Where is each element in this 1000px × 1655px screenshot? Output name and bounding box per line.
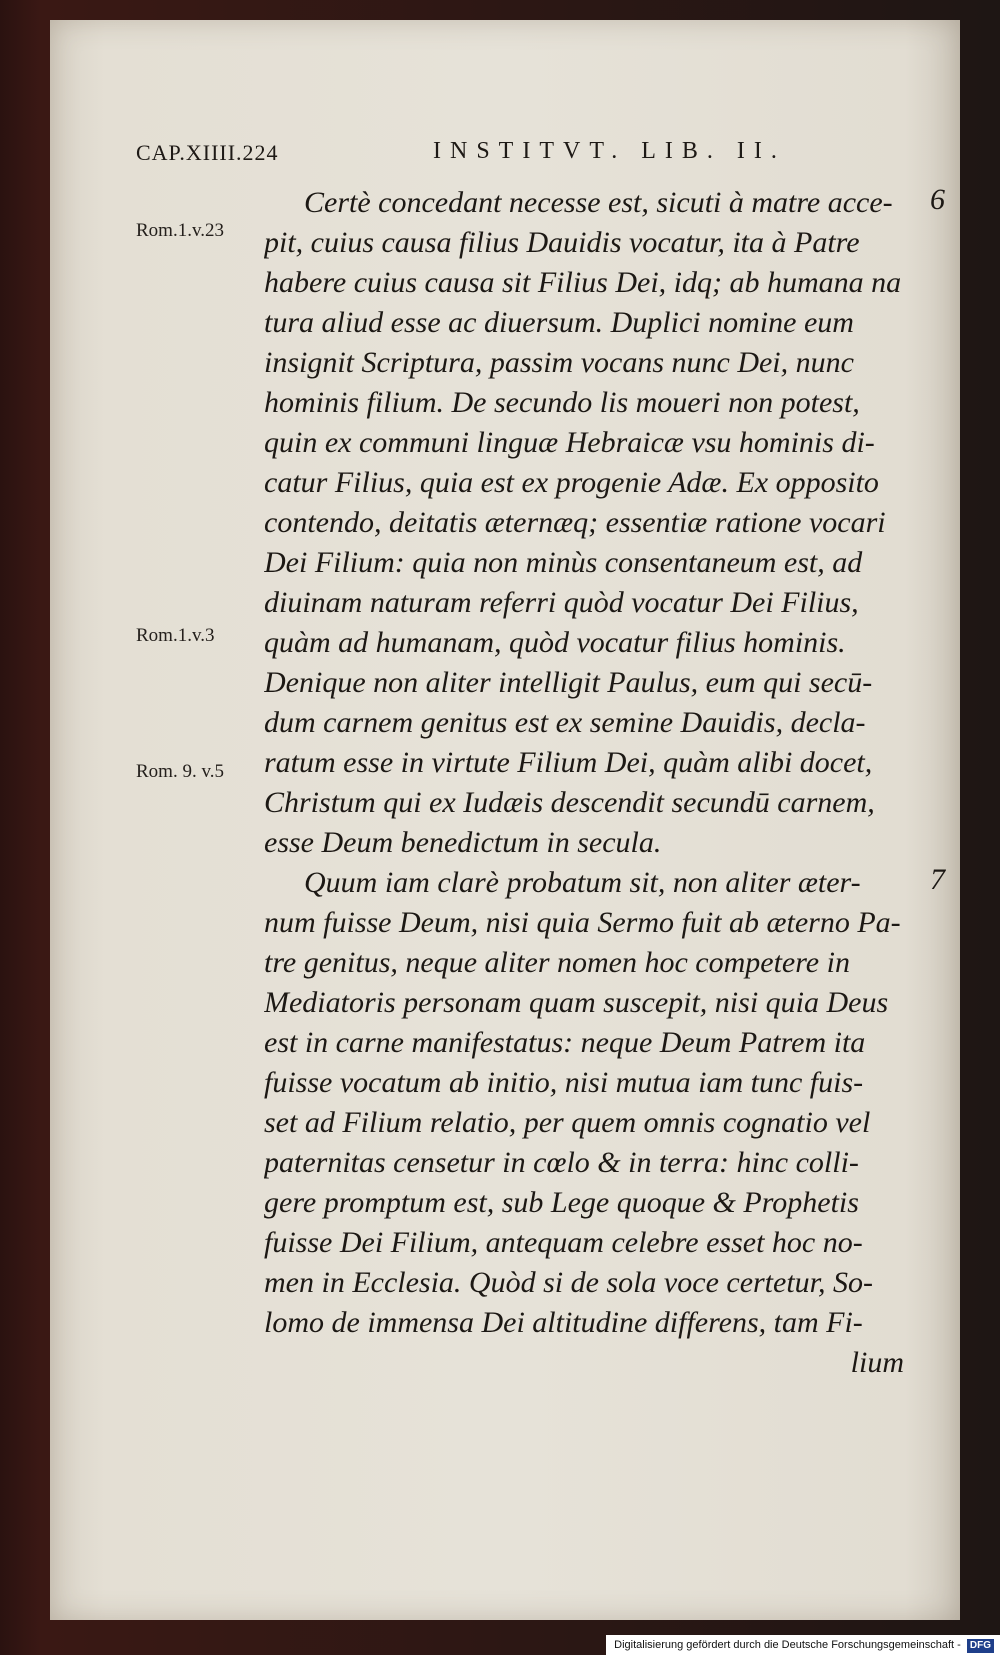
- main-text-block: [264, 183, 904, 1383]
- book-title-header: INSTITVT. LIB. II.: [433, 138, 786, 164]
- catchword: lium: [850, 1346, 904, 1379]
- text-line: tre genitus, neque aliter nomen hoc competere in: [264, 946, 850, 979]
- text-line: Christum qui ex Iudæis descendit secundū carnem,: [264, 786, 875, 819]
- text-line: gere promptum est, sub Lege quoque & Prophetis: [264, 1186, 859, 1219]
- text-line: paternitas censetur in cœlo & in terra: hinc colli-: [264, 1146, 859, 1179]
- margin-note: Rom.1.v.23: [136, 220, 224, 241]
- text-line: ratum esse in virtute Filium Dei, quàm alibi docet,: [264, 746, 873, 779]
- text-line: habere cuius causa sit Filius Dei, idq; ab humana na: [264, 266, 902, 299]
- text-line: fuisse vocatum ab initio, nisi mutua iam tunc fuis-: [264, 1066, 864, 1099]
- dfg-logo: DFG: [967, 1639, 994, 1653]
- text-line: dum carnem genitus est ex semine Dauidis, decla-: [264, 706, 866, 739]
- text-line: est in carne manifestatus: neque Deum Patrem ita: [264, 1026, 866, 1059]
- text-line: hominis filium. De secundo lis moueri non potest,: [264, 386, 860, 419]
- text-line: men in Ecclesia. Quòd si de sola voce certetur, So-: [264, 1266, 874, 1299]
- text-line: Certè concedant necesse est, sicuti à matre acce-: [304, 186, 893, 219]
- text-line: catur Filius, quia est ex progenie Adæ. Ex opposito: [264, 466, 879, 499]
- book-page: [50, 20, 960, 1620]
- text-line: num fuisse Deum, nisi quia Sermo fuit ab æterno Pa-: [264, 906, 901, 939]
- paragraph-marker: 6: [930, 183, 945, 216]
- margin-note: Rom.1.v.3: [136, 625, 215, 646]
- text-line: diuinam naturam referri quòd vocatur Dei Filius,: [264, 586, 859, 619]
- text-line: set ad Filium relatio, per quem omnis cognatio vel: [264, 1106, 871, 1139]
- text-line: contendo, deitatis æternæq; essentiæ ratione vocari: [264, 506, 886, 539]
- text-line: lomo de immensa Dei altitudine differens, tam Fi-: [264, 1306, 863, 1339]
- paragraph-marker: 7: [930, 863, 945, 896]
- text-line: quàm ad humanam, quòd vocatur filius hominis.: [264, 626, 846, 659]
- text-line: Quum iam clarè probatum sit, non aliter æter-: [304, 866, 861, 899]
- text-line: fuisse Dei Filium, antequam celebre esset hoc no-: [264, 1226, 863, 1259]
- digitization-credit: [606, 1635, 1000, 1655]
- text-line: pit, cuius causa filius Dauidis vocatur, ita à Patre: [264, 226, 860, 259]
- text-line: esse Deum benedictum in secula.: [264, 826, 662, 859]
- credit-text: Digitalisierung gefördert durch die Deutsche Forschungsgemeinschaft -: [614, 1639, 961, 1651]
- text-line: Mediatoris personam quam suscepit, nisi quia Deus: [264, 986, 889, 1019]
- text-line: Dei Filium: quia non minùs consentaneum est, ad: [264, 546, 863, 579]
- text-line: insignit Scriptura, passim vocans nunc Dei, nunc: [264, 346, 854, 379]
- text-line: quin ex communi linguæ Hebraicæ vsu hominis di-: [264, 426, 875, 459]
- text-line: Denique non aliter intelligit Paulus, eum qui secū-: [264, 666, 873, 699]
- chapter-page-number: CAP.XIIII.224: [136, 140, 279, 165]
- running-header: [50, 134, 960, 174]
- margin-note: Rom. 9. v.5: [136, 761, 224, 782]
- text-line: tura aliud esse ac diuersum. Duplici nomine eum: [264, 306, 854, 339]
